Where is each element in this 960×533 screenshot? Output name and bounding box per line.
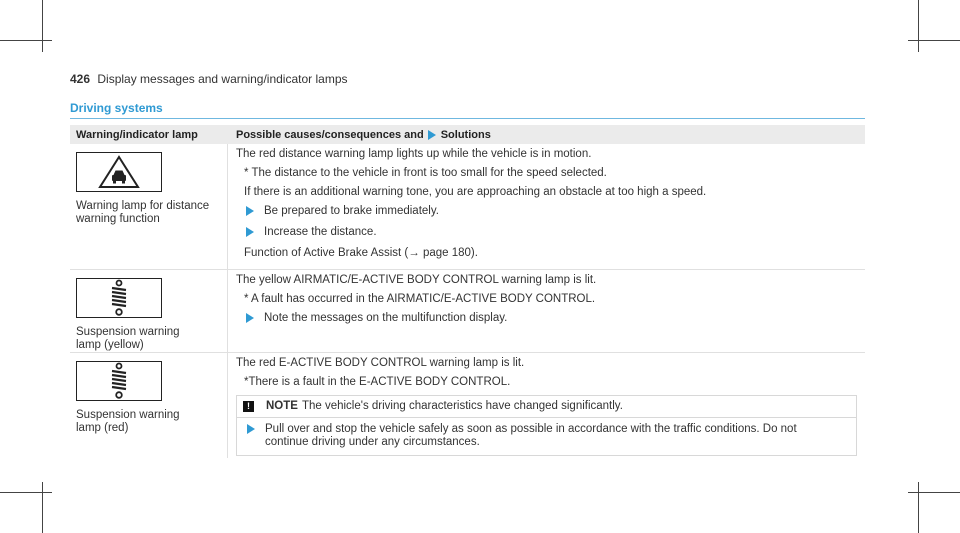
cause-detail: * The distance to the vehicle in front is too small for the speed selected. [244,167,607,179]
note-box [236,395,857,456]
note-label: NOTE [266,400,298,412]
lamp-cell [70,144,228,269]
solution-step-text: Note the messages on the multifunction display. [264,312,508,324]
crop-mark [918,482,919,533]
column-header-causes-text: Possible causes/consequences and [236,128,424,141]
crop-mark [0,40,52,41]
play-arrow-icon [246,227,254,237]
solution-step [236,205,865,218]
lamp-cell [70,353,228,458]
crop-mark [908,40,960,41]
exclamation-icon: ! [243,401,254,412]
crop-mark [0,492,52,493]
solution-step-text: Increase the distance. [264,226,377,238]
play-arrow-icon [246,313,254,323]
note-text: The vehicle's driving characteristics have changed significantly. [301,400,623,412]
cause-detail: *There is a fault in the E-ACTIVE BODY CONTROL. [244,376,511,388]
solution-step-text: Be prepared to brake immediately. [264,205,439,217]
page-header [70,72,348,86]
page-header-title: Display messages and warning/indicator lamps [97,72,348,86]
column-header-causes [234,129,491,141]
crop-mark [908,492,960,493]
note-step [237,418,856,455]
note-header [237,396,856,418]
table-header [70,125,865,144]
play-arrow-icon [428,130,436,140]
column-header-solutions-text: Solutions [440,128,491,141]
cross-reference-text: Function of Active Brake Assist (→ page 180). [244,247,478,259]
suspension-spring-icon [76,278,162,318]
cause-detail: * A fault has occurred in the AIRMATIC/E-ACTIVE BODY CONTROL. [244,293,596,305]
play-arrow-icon [247,424,255,434]
cause-text: The red E-ACTIVE BODY CONTROL warning lamp is lit. [236,357,525,369]
play-arrow-icon [246,206,254,216]
solution-step [236,226,865,239]
note-step-text: Pull over and stop the vehicle safely as soon as possible in accordance with the traffic conditions. Do not continue driving under any circumstances. [265,423,797,448]
solution-cell [228,270,865,352]
solution-step [236,312,865,325]
warning-lamp-table [70,125,865,458]
lamp-cell [70,270,228,352]
cause-text: The yellow AIRMATIC/E-ACTIVE BODY CONTROL warning lamp is lit. [236,274,597,286]
page-number: 426 [70,72,91,86]
lamp-name: Warning lamp for distance warning function [76,200,210,225]
cause-text: The red distance warning lamp lights up while the vehicle is in motion. [236,148,592,160]
crop-mark [918,0,919,52]
section-title: Driving systems [70,101,163,115]
cause-detail: If there is an additional warning tone, you are approaching an obstacle at too high a speed. [244,186,707,198]
distance-warning-icon [76,152,162,192]
solution-cell [228,353,865,458]
crop-mark [42,482,43,533]
table-row [70,270,865,353]
crop-mark [42,0,43,52]
table-row [70,353,865,458]
suspension-spring-icon [76,361,162,401]
table-row [70,144,865,270]
column-header-lamp: Warning/indicator lamp [76,128,198,141]
solution-cell [228,144,865,269]
lamp-name: Suspension warning lamp (red) [76,409,180,434]
lamp-name: Suspension warning lamp (yellow) [76,326,180,351]
section-divider [70,118,865,119]
